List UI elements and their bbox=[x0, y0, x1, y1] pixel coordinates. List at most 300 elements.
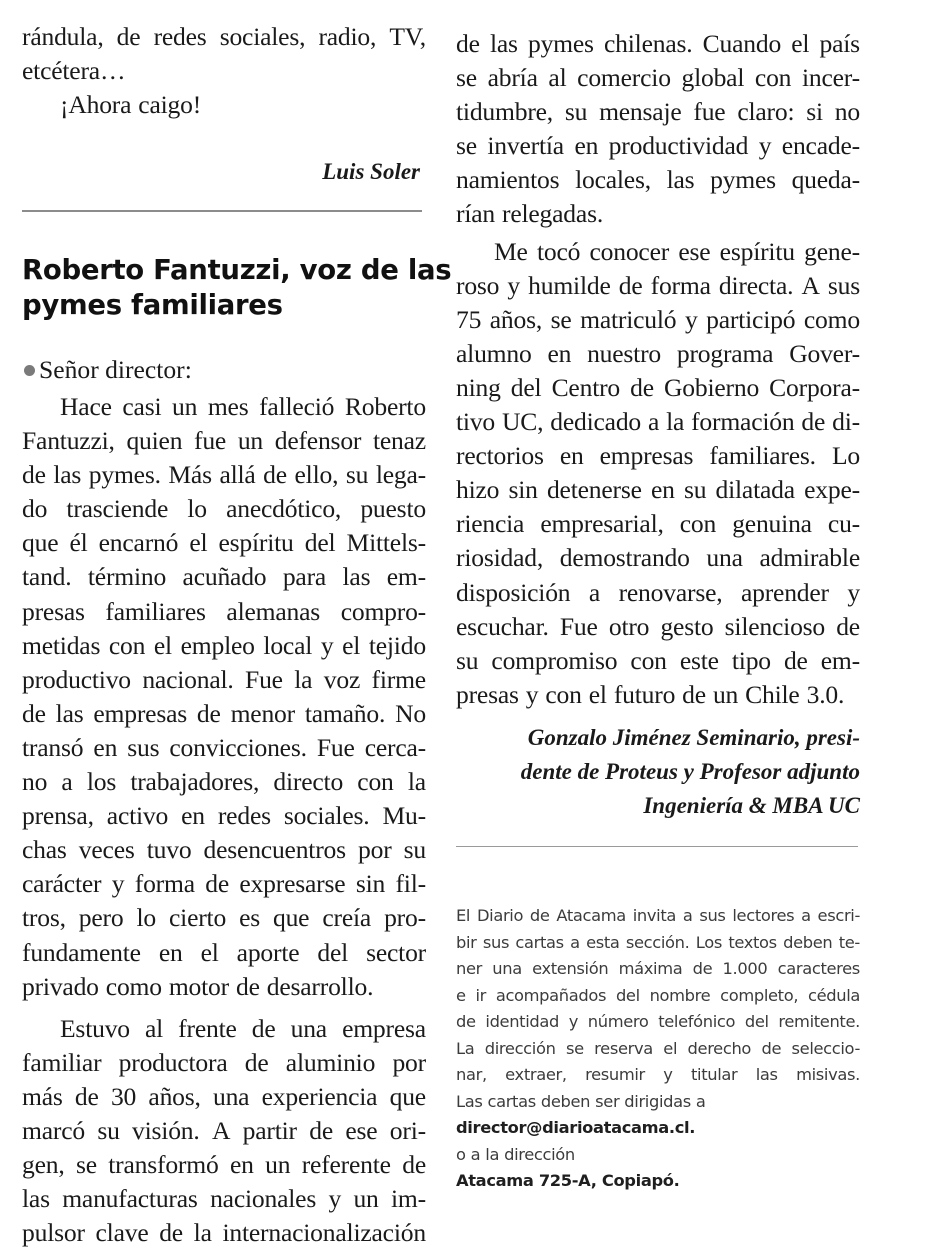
word: dirigidas bbox=[624, 1091, 691, 1111]
word: Atacama bbox=[556, 906, 626, 925]
word: em- bbox=[386, 562, 426, 592]
word: escri- bbox=[817, 906, 860, 925]
word: la bbox=[193, 1218, 212, 1248]
word: productividad bbox=[608, 131, 749, 161]
text-line bbox=[22, 936, 426, 970]
word: A bbox=[801, 270, 820, 300]
word: acompañados bbox=[495, 985, 607, 1005]
text-line bbox=[22, 1148, 426, 1182]
word: por bbox=[392, 1047, 426, 1077]
word: encarnó bbox=[98, 528, 179, 558]
word: experiencia bbox=[261, 1081, 378, 1111]
word: chas bbox=[22, 835, 67, 865]
word: encade- bbox=[781, 131, 860, 161]
word: de bbox=[402, 1150, 426, 1180]
word: aprender bbox=[740, 577, 829, 607]
word: como bbox=[803, 304, 860, 334]
word: forma bbox=[650, 270, 711, 300]
text-line bbox=[22, 20, 426, 54]
word: a bbox=[588, 577, 601, 607]
word: en bbox=[158, 937, 183, 967]
word: a bbox=[647, 407, 660, 437]
word: y bbox=[663, 1065, 673, 1084]
word: demostrando bbox=[559, 543, 690, 573]
word: del bbox=[317, 937, 349, 967]
word: él bbox=[69, 528, 88, 558]
text-line bbox=[456, 371, 860, 405]
word: con bbox=[108, 630, 146, 660]
word: fil- bbox=[395, 869, 426, 899]
word: su bbox=[97, 1115, 120, 1145]
word: El bbox=[456, 906, 471, 925]
word: que bbox=[22, 528, 59, 558]
word: extensión bbox=[532, 959, 609, 978]
word: con bbox=[545, 679, 582, 709]
word: clave bbox=[95, 1218, 149, 1248]
word: compromiso bbox=[491, 645, 618, 675]
text-line bbox=[22, 799, 426, 833]
word: cu- bbox=[827, 509, 860, 539]
word: no bbox=[834, 97, 860, 127]
word: de bbox=[196, 698, 221, 728]
word: te- bbox=[838, 932, 860, 952]
notice-line bbox=[456, 1062, 860, 1089]
headline-line: pymes familiares bbox=[22, 289, 283, 321]
text-line bbox=[22, 560, 426, 594]
word: sin bbox=[508, 475, 538, 505]
bullet-dot-icon bbox=[24, 365, 35, 376]
word: dirección bbox=[484, 1038, 556, 1058]
notice-divider bbox=[456, 846, 858, 847]
word: acuñado bbox=[182, 562, 267, 592]
notice-address: Atacama 725-A, Copiapó. bbox=[456, 1171, 680, 1190]
word: activo bbox=[106, 801, 169, 831]
word: 1.000 bbox=[722, 959, 768, 978]
word: en bbox=[559, 441, 584, 471]
word: a bbox=[470, 1144, 481, 1164]
word: redes bbox=[217, 801, 271, 831]
word: y bbox=[568, 1012, 579, 1031]
word: hizo bbox=[456, 475, 500, 505]
word: del bbox=[615, 985, 640, 1005]
word: queda- bbox=[791, 165, 860, 195]
word: Corpora- bbox=[769, 372, 860, 402]
word: im- bbox=[391, 1184, 426, 1214]
notice-line bbox=[456, 903, 860, 930]
word: privado bbox=[22, 971, 99, 1001]
word: con bbox=[357, 767, 394, 797]
word: años, bbox=[489, 304, 543, 334]
text-line bbox=[456, 337, 860, 371]
word: Las bbox=[456, 1091, 483, 1111]
word: fue bbox=[194, 426, 227, 456]
word: y bbox=[684, 304, 698, 334]
word: ir bbox=[475, 985, 487, 1005]
word: incer- bbox=[801, 63, 860, 93]
notice-line bbox=[456, 1089, 860, 1116]
word: misivas. bbox=[796, 1065, 860, 1084]
word: familiares bbox=[105, 596, 206, 626]
word: familiar bbox=[22, 1047, 102, 1077]
word: esta bbox=[586, 932, 620, 952]
word: del bbox=[304, 528, 336, 558]
word: más bbox=[22, 1081, 63, 1111]
word: de bbox=[783, 645, 808, 675]
word: Los bbox=[695, 932, 722, 952]
word: se bbox=[550, 304, 572, 334]
word: empresa bbox=[342, 1013, 426, 1043]
word: aporte bbox=[236, 937, 300, 967]
word: ese bbox=[678, 236, 711, 266]
word: Chile bbox=[745, 679, 800, 709]
word: lega- bbox=[375, 460, 426, 490]
word: creía bbox=[322, 903, 372, 933]
word: genuina bbox=[732, 509, 812, 539]
word: matriculó bbox=[580, 304, 677, 334]
word: o bbox=[456, 1144, 466, 1164]
word: al bbox=[548, 63, 567, 93]
word: disposición bbox=[456, 577, 571, 607]
word: deben bbox=[783, 932, 833, 952]
word: de bbox=[836, 611, 860, 641]
notice-line bbox=[456, 930, 860, 957]
word: empleo bbox=[180, 630, 255, 660]
word: roso bbox=[456, 270, 500, 300]
text-line bbox=[456, 439, 860, 473]
word: casi bbox=[122, 392, 162, 421]
word: expe- bbox=[804, 475, 860, 505]
word: con bbox=[754, 63, 792, 93]
text-line bbox=[22, 1080, 426, 1114]
word: La bbox=[456, 1038, 475, 1058]
text-line bbox=[456, 678, 860, 712]
text-line bbox=[22, 390, 426, 424]
word: con bbox=[679, 509, 717, 539]
word: como bbox=[105, 971, 162, 1001]
text-line bbox=[22, 663, 426, 697]
text-line bbox=[456, 61, 860, 95]
word: su bbox=[345, 460, 369, 490]
word: formación bbox=[691, 407, 795, 437]
word: relegadas. bbox=[502, 199, 604, 229]
word: pymes. bbox=[88, 460, 161, 490]
salutation-text: Señor director: bbox=[39, 355, 192, 384]
word: un bbox=[172, 392, 198, 421]
letter-body-right bbox=[456, 27, 860, 712]
word: cartas bbox=[515, 932, 564, 952]
text-line bbox=[456, 235, 860, 269]
text-line bbox=[456, 405, 860, 439]
word: el bbox=[791, 29, 810, 58]
word: en bbox=[650, 475, 675, 505]
word: ser bbox=[595, 1091, 620, 1111]
word: de bbox=[22, 460, 46, 490]
word: el bbox=[189, 528, 208, 558]
word: de bbox=[309, 1115, 333, 1145]
word: remitente. bbox=[778, 1012, 860, 1031]
text-line bbox=[22, 526, 426, 560]
word: trasciende bbox=[66, 494, 169, 524]
word: sus bbox=[699, 906, 726, 925]
word: tand. bbox=[22, 562, 72, 592]
word: una bbox=[290, 1013, 327, 1043]
word: cerca- bbox=[364, 732, 426, 762]
word: caracteres bbox=[777, 959, 860, 978]
word: alumno bbox=[456, 338, 532, 368]
text-line bbox=[456, 197, 860, 231]
word: TV, bbox=[389, 22, 426, 51]
word: su bbox=[683, 475, 707, 505]
word: extraer, bbox=[505, 1065, 567, 1084]
word: el bbox=[342, 630, 361, 660]
word: chilenas. bbox=[604, 29, 693, 58]
word: participó bbox=[706, 304, 796, 334]
word: ese bbox=[345, 1115, 378, 1145]
word: deben bbox=[540, 1091, 591, 1111]
word: anecdótico, bbox=[226, 494, 342, 524]
word: el bbox=[588, 679, 607, 709]
word: Mu- bbox=[382, 801, 426, 831]
word: las bbox=[342, 562, 371, 592]
text-line bbox=[456, 95, 860, 129]
word: silencioso bbox=[724, 611, 826, 641]
text-line bbox=[456, 129, 860, 163]
word: tros, bbox=[22, 903, 66, 933]
word: de bbox=[630, 372, 654, 402]
word: referente bbox=[301, 1150, 391, 1180]
notice-line bbox=[456, 1009, 860, 1036]
word: alemanas bbox=[226, 596, 321, 626]
text-line bbox=[22, 833, 426, 867]
word: por bbox=[358, 835, 392, 865]
word: el bbox=[663, 1038, 678, 1058]
word: lo bbox=[136, 903, 156, 933]
word: falleció bbox=[259, 392, 335, 421]
word: reserva bbox=[594, 1038, 653, 1058]
word: nuestro bbox=[587, 338, 662, 368]
text-line bbox=[22, 458, 426, 492]
word: con bbox=[630, 645, 667, 675]
word: resumir bbox=[585, 1065, 645, 1084]
word: término bbox=[87, 562, 167, 592]
word: tivo bbox=[456, 407, 496, 437]
word: de bbox=[456, 29, 480, 58]
word: invertía bbox=[487, 131, 564, 161]
letter-headline bbox=[22, 253, 452, 323]
word: firme bbox=[371, 664, 426, 694]
word: admirable bbox=[759, 543, 860, 573]
word: partir bbox=[242, 1115, 297, 1145]
word: un bbox=[237, 426, 264, 456]
word: un bbox=[353, 1184, 379, 1214]
word: de bbox=[235, 971, 260, 1001]
word: Estuvo bbox=[60, 1013, 130, 1043]
section-divider bbox=[22, 210, 422, 212]
word: y bbox=[328, 1184, 342, 1214]
text-line bbox=[22, 629, 426, 663]
word: marcó bbox=[22, 1115, 85, 1145]
word: que bbox=[272, 903, 310, 933]
word: en bbox=[547, 338, 572, 368]
word: y bbox=[507, 270, 521, 300]
word: máxima bbox=[618, 959, 683, 978]
word: se bbox=[565, 1038, 584, 1058]
word: cierto bbox=[169, 903, 227, 933]
text-line bbox=[22, 424, 426, 458]
word: sus bbox=[127, 732, 160, 762]
reader-notice bbox=[456, 903, 860, 1195]
word: nar, bbox=[456, 1065, 487, 1084]
signature-line: dente de Proteus y Profesor adjunto bbox=[520, 759, 860, 784]
word: su bbox=[456, 645, 479, 675]
text-line bbox=[22, 1114, 426, 1148]
text-line bbox=[22, 1012, 426, 1046]
word: a bbox=[695, 1091, 706, 1111]
word: em- bbox=[820, 645, 860, 675]
word: se bbox=[456, 131, 477, 161]
word: pymes bbox=[710, 165, 776, 195]
text-line bbox=[22, 970, 426, 1004]
word: directa. bbox=[718, 270, 794, 300]
word: compro- bbox=[340, 596, 426, 626]
text-line bbox=[456, 541, 860, 575]
word: pro- bbox=[384, 903, 426, 933]
word: ello, bbox=[294, 460, 339, 490]
word: pulsor bbox=[22, 1218, 85, 1248]
word: la bbox=[666, 407, 685, 437]
word: de bbox=[263, 460, 287, 490]
word: de bbox=[801, 407, 826, 437]
word: ner bbox=[456, 959, 482, 978]
word: este bbox=[679, 645, 719, 675]
word: conocer bbox=[589, 236, 670, 266]
word: sección. bbox=[625, 932, 690, 952]
word: una bbox=[212, 1081, 250, 1111]
word: cartas bbox=[487, 1091, 536, 1111]
word: las bbox=[489, 29, 518, 58]
word: motor bbox=[168, 971, 229, 1001]
word: Diario bbox=[476, 906, 524, 925]
word: las bbox=[666, 165, 695, 195]
word: y bbox=[525, 679, 539, 709]
word: Más bbox=[168, 460, 212, 490]
word: las bbox=[22, 1184, 50, 1214]
word: los bbox=[86, 767, 117, 797]
notice-line bbox=[456, 1142, 860, 1169]
previous-letter-ending bbox=[22, 20, 426, 122]
word: 75 bbox=[456, 304, 482, 334]
headline-line: Roberto Fantuzzi, voz de las bbox=[22, 254, 452, 286]
word: pymes bbox=[527, 29, 594, 58]
word: Mittels- bbox=[346, 528, 426, 558]
word: años, bbox=[148, 1081, 201, 1111]
word: Fue bbox=[316, 732, 355, 762]
word: sociales, bbox=[219, 22, 306, 51]
word: Lo bbox=[831, 441, 860, 471]
word: visión. bbox=[132, 1115, 200, 1145]
word: de bbox=[456, 1012, 476, 1031]
word: de bbox=[251, 1013, 276, 1043]
word: que bbox=[389, 1081, 426, 1111]
word: defensor bbox=[274, 426, 362, 456]
word: de bbox=[244, 1047, 269, 1077]
word: ori- bbox=[389, 1115, 426, 1145]
word: el bbox=[200, 937, 219, 967]
letter-signature bbox=[456, 721, 860, 823]
word: lo bbox=[187, 494, 207, 524]
text-line bbox=[456, 269, 860, 303]
word: las bbox=[55, 698, 84, 728]
word: lectores bbox=[732, 906, 795, 925]
word: tocó bbox=[536, 236, 581, 266]
text-line bbox=[22, 867, 426, 901]
word: se bbox=[456, 63, 477, 93]
word: fue bbox=[693, 97, 726, 127]
word: de bbox=[159, 1218, 183, 1248]
word: carácter bbox=[22, 869, 102, 899]
text-line bbox=[456, 610, 860, 644]
word: A bbox=[211, 1115, 231, 1145]
word: prensa, bbox=[22, 801, 94, 831]
word: la bbox=[294, 664, 313, 694]
word: aluminio bbox=[285, 1047, 376, 1077]
word: escuchar. bbox=[456, 611, 549, 641]
word: para bbox=[282, 562, 327, 592]
word: y bbox=[847, 577, 860, 607]
word: de bbox=[761, 1038, 782, 1058]
word: en bbox=[574, 131, 599, 161]
word: una bbox=[492, 959, 522, 978]
word: Hace bbox=[60, 392, 112, 421]
word: de bbox=[74, 1081, 99, 1111]
word: titular bbox=[690, 1065, 738, 1084]
word: quien bbox=[126, 426, 183, 456]
word: futuro bbox=[613, 679, 676, 709]
word: expresarse bbox=[239, 869, 346, 899]
word: gene- bbox=[804, 236, 860, 266]
text-line bbox=[22, 1216, 426, 1250]
word: e bbox=[456, 985, 466, 1005]
word: la bbox=[407, 767, 426, 797]
word: las bbox=[755, 1065, 778, 1084]
text-line bbox=[456, 163, 860, 197]
word: productivo bbox=[22, 664, 131, 694]
word: local bbox=[263, 630, 313, 660]
word: riencia bbox=[456, 509, 525, 539]
word: tuvo bbox=[146, 835, 192, 865]
word: si bbox=[806, 97, 823, 127]
word: Gobierno bbox=[663, 372, 760, 402]
word: allá bbox=[219, 460, 256, 490]
word: de bbox=[682, 679, 706, 709]
word: Me bbox=[494, 236, 528, 266]
letter-salutation bbox=[22, 353, 192, 387]
word: renovarse, bbox=[618, 577, 723, 607]
text-line bbox=[456, 644, 860, 678]
word: transformó bbox=[108, 1150, 219, 1180]
word: de bbox=[529, 906, 550, 925]
word: internacionalización bbox=[222, 1218, 426, 1248]
word: sus bbox=[482, 932, 510, 952]
word: puesto bbox=[360, 494, 426, 524]
word: y bbox=[758, 131, 772, 161]
word: nacional. bbox=[142, 664, 234, 694]
word: convicciones. bbox=[169, 732, 307, 762]
word: invita bbox=[632, 906, 677, 925]
word: al bbox=[145, 1013, 164, 1043]
word: claro: bbox=[737, 97, 795, 127]
word: identidad bbox=[485, 1012, 559, 1031]
